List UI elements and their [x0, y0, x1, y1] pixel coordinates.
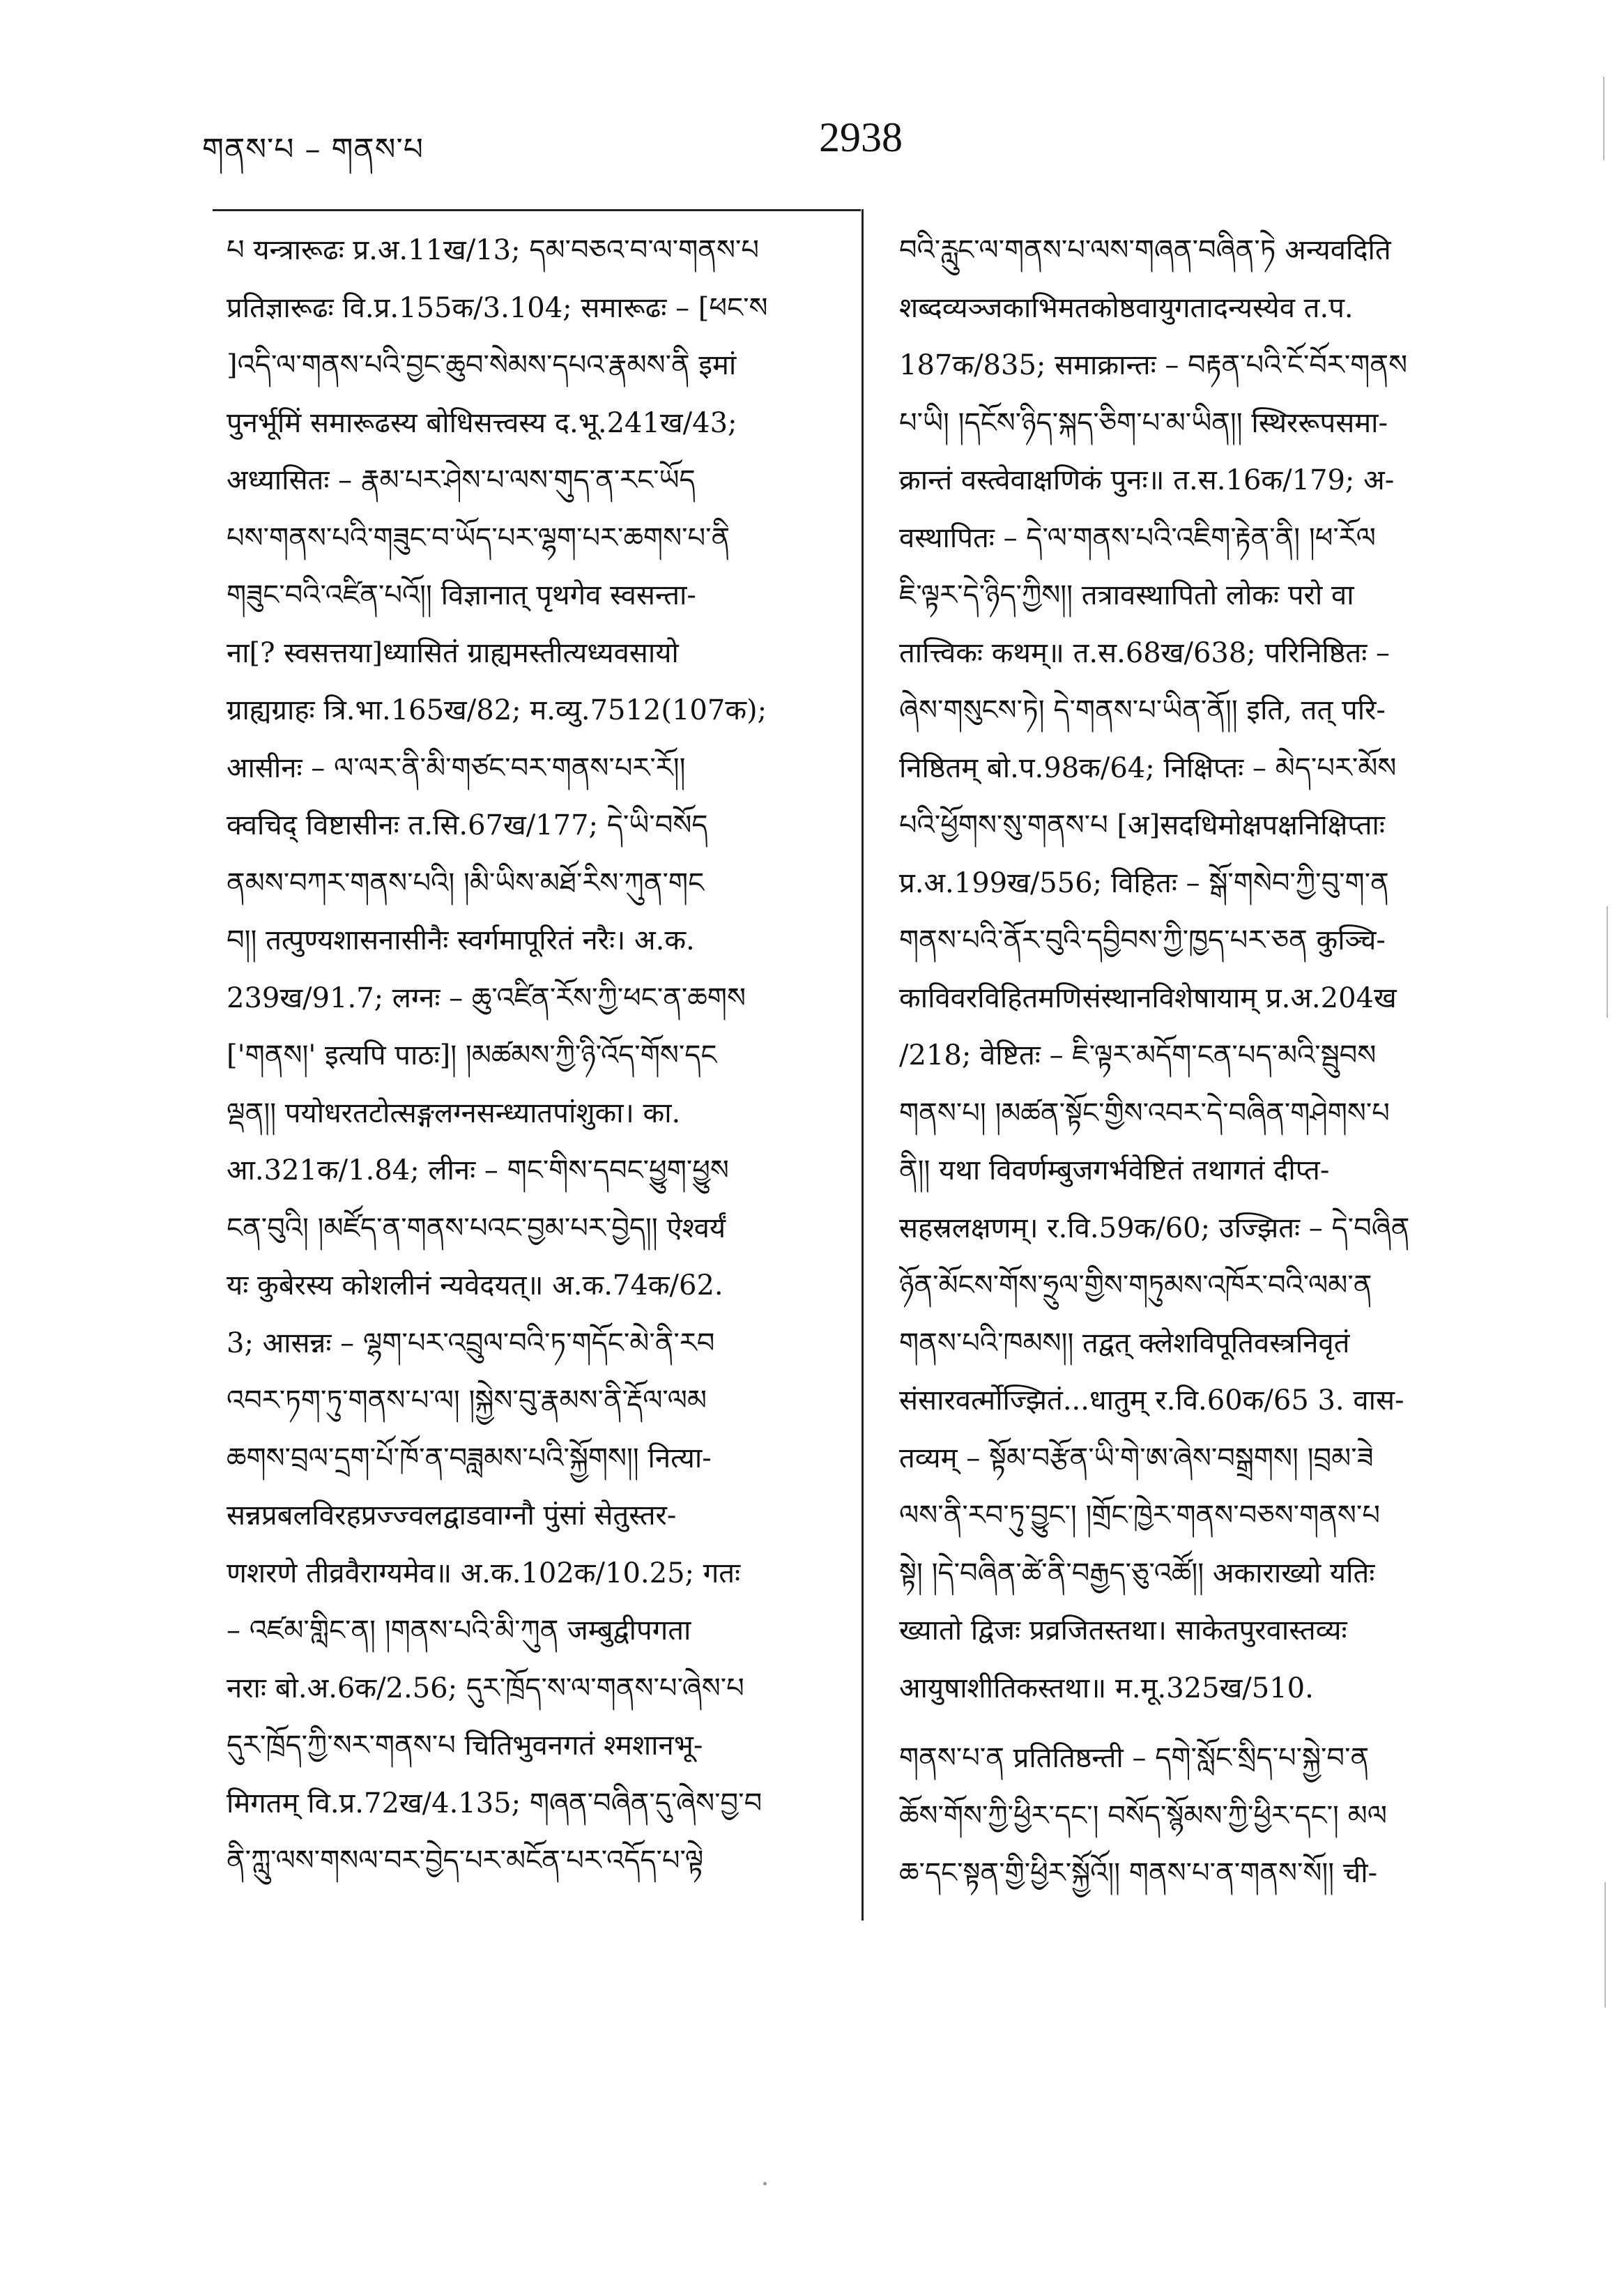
text-line: ख्यातो द्विजः प्रव्रजितस्तथा। साकेतपुरवास्तव्यः	[899, 1614, 1347, 1647]
text-line: वस्थापितः – དེ་ལ་གནས་པའི་འཇིག་རྟེན་ནི། །ཕ་རོལ	[899, 521, 1376, 554]
text-line: པ་ཡི། །དངོས་ཉིད་སྐད་ཅིག་པ་མ་ཡིན།། स्थिररूपसमा-	[899, 406, 1388, 439]
text-line: प्र.अ.199ख/556; विहितः – སྒོ་གསེབ་ཀྱི་བུ་ག་ན	[899, 866, 1389, 899]
text-line: གནས་པ། །མཚན་སྟོང་གྱིས་འབར་དེ་བཞིན་གཤེགས་པ	[899, 1097, 1390, 1129]
text-line: བ།། तत्पुण्यशासनासीनैः स्वर्गमापूरितं नरैः। अ.क.	[227, 924, 695, 956]
text-line: ཉོན་མོངས་གོས་ཧྲུལ་གྱིས་གཏུམས་འཁོར་བའི་ལམ་ན	[899, 1269, 1372, 1301]
text-line: གནས་པའི་ཁམས།། तद्वत् क्लेशविपूतिवस्त्रनिवृतं	[899, 1327, 1350, 1359]
text-line: ཆ་དང་སྟན་གྱི་ཕྱིར་སྐྱོའོ།། གནས་པ་ན་གནས་སོ།། ची-	[899, 1857, 1378, 1889]
entry-headword-line: གནས་པ་ན प्रतितिष्ठन्ती – དགེ་སློང་སྲིད་པ་སྐྱེ་བ་ན	[899, 1742, 1370, 1774]
column-divider	[861, 209, 864, 1921]
text-line: आयुषाशीतिकस्तथा॥ म.मू.325ख/510.	[899, 1672, 1314, 1704]
text-line: ནམས་བཀར་གནས་པའི། །མི་ཡིས་མཐོ་རིས་ཀུན་གང	[227, 866, 705, 899]
text-line: आ.321क/1.84; लीनः – གང་གིས་དབང་ཕྱུག་ཕྱུས	[227, 1154, 729, 1186]
text-line: ཆོས་གོས་ཀྱི་ཕྱིར་དང་། བསོད་སྙོམས་ཀྱི་ཕྱིར་དང་། མལ	[899, 1799, 1387, 1832]
text-line: ཆགས་བྲལ་དྲག་པོ་ཁོ་ན་བཟླམས་པའི་སྐྱོགས།། नित्या-	[227, 1442, 712, 1474]
left-column	[227, 222, 854, 1890]
scan-edge-mark	[1607, 906, 1608, 1018]
text-line: ['གནས།' इत्यपि पाठः]། །མཚམས་ཀྱི་ཉི་འོད་གོས་དང	[227, 1039, 717, 1071]
text-line: 3; आसन्नः – ལྷག་པར་འབྲུལ་བའི་ཏ་གདོང་མེ་ནི་རབ	[227, 1327, 715, 1359]
text-line: संसारवर्त्मोज्झितं...धातुम् र.वि.60क/65 3. वास-	[899, 1384, 1404, 1417]
running-head: གནས་པ – གནས་པ	[202, 132, 424, 167]
top-rule-divider	[213, 209, 861, 211]
text-line: 187क/835; समाक्रान्तः – བརྟན་པའི་ངོ་བོར་གནས	[899, 349, 1408, 381]
text-line: आसीनः – ལ་ལར་ནི་མི་གཙང་བར་གནས་པར་རོ།།	[227, 751, 686, 784]
text-line: क्वचिद् विष्टासीनः त.सि.67ख/177; དེ་ཡི་བསོད	[227, 809, 708, 841]
text-line: པའི་ཕྱོགས་སུ་གནས་པ [अ]सदधिमोक्षपक्षनिक्षिप्ताः	[899, 809, 1385, 841]
text-line: ग्राह्यग्राहः त्रि.भा.165ख/82; म.व्यु.7512(107क);	[227, 694, 767, 726]
scan-edge-mark	[1604, 1882, 1606, 2008]
text-line: གནས་པའི་ནོར་བུའི་དབྱིབས་ཀྱི་ཁྱད་པར་ཅན कुञ्चि-	[899, 924, 1386, 956]
text-line: འབར་ཏག་ཏུ་གནས་པ་ལ། །སྐྱེས་བུ་རྣམས་ནི་རྡོལ་ལམ	[227, 1384, 707, 1417]
text-line: ལས་ནི་རབ་ཏུ་བྱུང་། །གྲོང་ཁྱེར་གནས་བཅས་གནས་པ	[899, 1499, 1380, 1532]
text-line: काविवरविहितमणिसंस्थानविशेषायाम् प्र.अ.204ख	[899, 982, 1397, 1014]
scan-edge-mark	[1603, 77, 1604, 160]
text-line: सहस्रलक्षणम्। र.वि.59क/60; उज्झितः – དེ་བཞིན	[899, 1212, 1410, 1244]
scan-speck	[763, 2182, 767, 2185]
text-line: སྟེ། །དེ་བཞིན་ཚེ་ནི་བརྒྱད་ཅུ་འཚོ།། अकाराख्यो यतिः	[899, 1557, 1375, 1589]
text-line: यः कुबेरस्य कोशलीनं न्यवेदयत्॥ अ.क.74क/62.	[227, 1269, 723, 1301]
text-line: ངན་བུའི། །མཛོད་ན་གནས་པའང་བྱམ་པར་བྱེད།། ऐश्वर्यं	[227, 1212, 726, 1244]
text-line: ལྡན།། पयोधरतटोत्सङ्गलग्नसन्ध्यातपांशुका। का.	[227, 1097, 681, 1129]
text-line: ]འདི་ལ་གནས་པའི་བྱང་ཆུབ་སེམས་དཔའ་རྣམས་ནི इमां	[227, 349, 737, 381]
text-line: ནི་ཀླུ་ལས་གསལ་བར་བྱེད་པར་མངོན་པར་འདོད་པ་ལྟེ	[227, 1845, 704, 1877]
text-line: क्रान्तं वस्त्वेवाक्षणिकं पुनः॥ त.स.16क/179; अ-	[899, 464, 1395, 496]
page-number: 2938	[819, 114, 903, 160]
text-line: བའི་རླུང་ལ་གནས་པ་ལས་གཞན་བཞིན་ཏེ अन्यवदिति	[899, 234, 1391, 266]
text-line: निष्ठितम् बो.प.98क/64; निक्षिप्तः – མེད་པར་མོས	[899, 751, 1397, 784]
text-line: ཞེས་གསུངས་ཏེ། དེ་གནས་པ་ཡིན་ནོ།། इति, तत् परि-	[899, 694, 1386, 726]
text-line: अध्यासितः – རྣམ་པར་ཤེས་པ་ལས་གུད་ན་རང་ཡོད	[227, 464, 696, 496]
text-line: – འཛམ་གླིང་ན། །གནས་པའི་མི་ཀུན जम्बुद्वीपगता	[227, 1614, 691, 1647]
text-line: णशरणे तीव्रवैराग्यमेव॥ अ.क.102क/10.25; गतः	[227, 1557, 741, 1589]
text-line: तव्यम् – སྟོམ་བརྩོན་ཡི་གེ་ཨ་ཞེས་བསྒྲགས། །བྲམ་ཟེ	[899, 1442, 1374, 1474]
text-line: शब्दव्यञ्जकाभिमतकोष्ठवायुगतादन्यस्येव त.प.	[899, 291, 1354, 324]
text-line: 239ख/91.7; लग्नः – ཆུ་འཛིན་རོས་ཀྱི་ཕང་ན་ཆགས	[227, 982, 746, 1014]
text-line: पुनर्भूमिं समारूढस्य बोधिसत्त्वस्य द.भू.241ख/43;	[227, 406, 737, 439]
text-line: དུར་ཁྲོད་ཀྱི་སར་གནས་པ चितिभुवनगतं श्मशानभू-	[227, 1730, 703, 1762]
right-column	[899, 222, 1540, 1902]
text-line: सन्नप्रबलविरहप्रज्ज्वलद्वाडवाग्नौ पुंसां सेतुस्तर-	[227, 1499, 677, 1532]
text-line: པ यन्त्रारूढः प्र.अ.11ख/13; དམ་བཅའ་བ་ལ་གནས་པ	[227, 234, 760, 266]
text-line: གཟུང་བའི་འཛིན་པའོ།། विज्ञानात् पृथगेव स्वसन्ता-	[227, 579, 696, 611]
text-line: ना[? स्वसत्तया]ध्यासितं ग्राह्यमस्तीत्यध्यवसायो	[227, 636, 679, 669]
text-line: मिगतम् वि.प्र.72ख/4.135; གཞན་བཞིན་དུ་ཞེས་བྱ་བ	[227, 1787, 763, 1819]
text-line: ནི།། यथा विवर्णम्बुजगर्भवेष्टितं तथागतं दीप्त-	[899, 1154, 1330, 1186]
text-line: तात्त्विकः कथम्॥ त.स.68ख/638; परिनिष्ठितः –	[899, 636, 1391, 669]
text-line: नराः बो.अ.6क/2.56; དུར་ཁྲོད་ས་ལ་གནས་པ་ཞེས་པ	[227, 1672, 744, 1704]
text-line: प्रतिज्ञारूढः वि.प्र.155क/3.104; समारूढः – [ཕང་ས	[227, 291, 768, 324]
text-line: /218; वेष्टितः – ཇི་ལྟར་མདོག་ངན་པད་མའི་སྦུབས	[899, 1039, 1377, 1071]
text-line: པས་གནས་པའི་གཟུང་བ་ཡོད་པར་ལྷག་པར་ཆགས་པ་ནི	[227, 521, 730, 554]
text-line: ཇི་ལྟར་དེ་ཉིད་ཀྱིས།། तत्रावस्थापितो लोकः परो वा	[899, 579, 1354, 611]
